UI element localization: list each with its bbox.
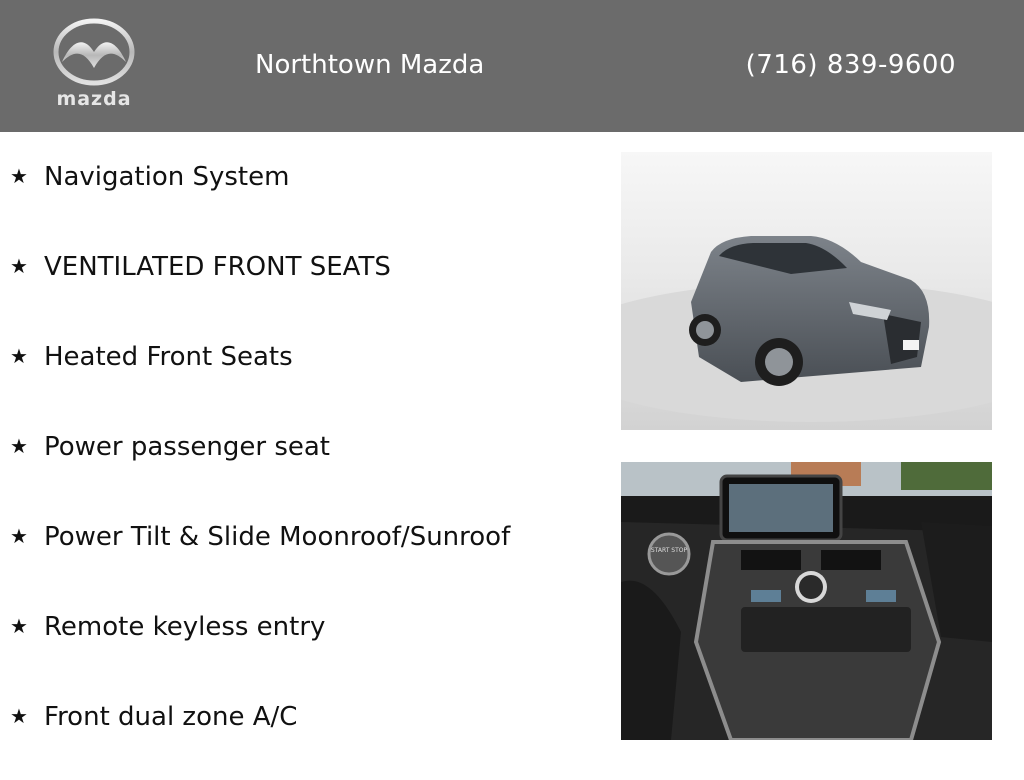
list-item [10,330,600,420]
list-item [10,240,600,330]
list-item [10,690,600,780]
star-icon: ★ [10,614,28,638]
star-icon: ★ [10,254,28,278]
feature-label: Heated Front Seats [44,342,293,372]
star-icon: ★ [10,434,28,458]
list-item [10,420,600,510]
star-icon: ★ [10,164,28,188]
feature-label: Power passenger seat [44,432,330,462]
feature-list [10,150,600,780]
dealer-name[interactable]: Northtown Mazda [255,50,485,80]
list-item [10,150,600,240]
star-icon: ★ [10,344,28,368]
mazda-logo[interactable] [44,18,144,114]
brand-wordmark: mazda [56,88,132,110]
feature-label: Front dual zone A/C [44,702,298,732]
feature-label: VENTILATED FRONT SEATS [44,252,391,282]
phone-number[interactable]: (716) 839-9600 [745,50,956,80]
feature-label: Power Tilt & Slide Moonroof/Sunroof [44,522,511,552]
star-icon: ★ [10,704,28,728]
list-item [10,600,600,690]
feature-label: Navigation System [44,162,290,192]
list-item [10,510,600,600]
star-icon: ★ [10,524,28,548]
interior-photo[interactable] [621,462,992,740]
start-button-text: START STOP [650,547,688,554]
header-banner [0,0,1024,132]
feature-label: Remote keyless entry [44,612,326,642]
mazda-wing-icon [44,18,144,88]
exterior-photo[interactable] [621,152,992,430]
